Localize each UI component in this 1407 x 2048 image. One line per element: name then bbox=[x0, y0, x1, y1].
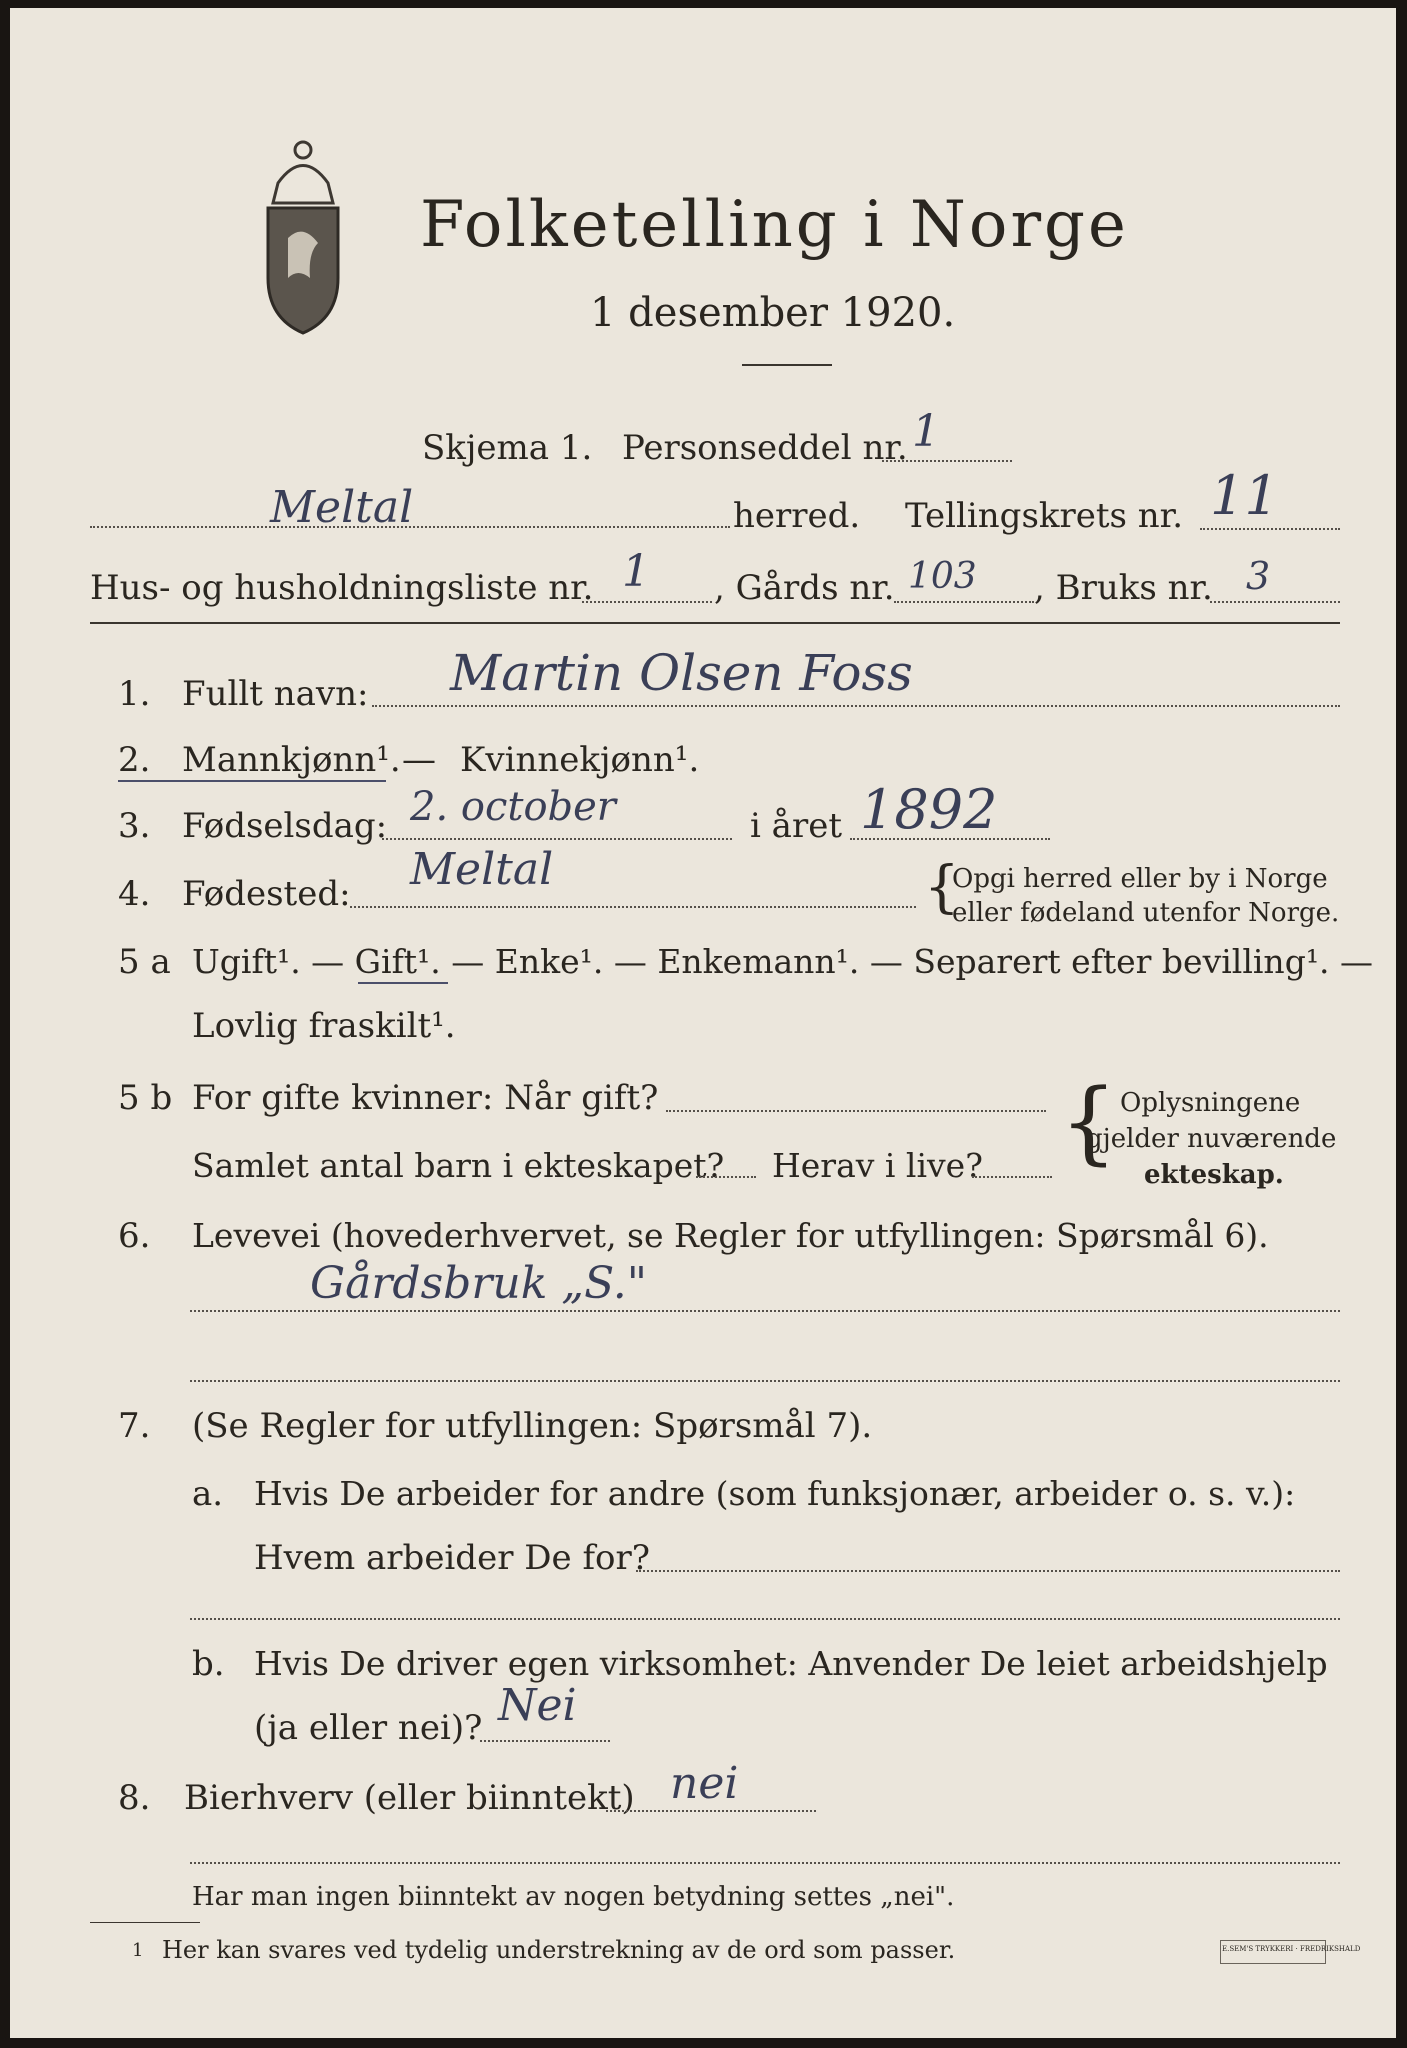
gards-value: 103 bbox=[908, 556, 977, 597]
q5b-note3: ekteskap. bbox=[1144, 1160, 1284, 1190]
birth-year-value: 1892 bbox=[860, 778, 998, 841]
employer-field-2[interactable] bbox=[190, 1618, 1340, 1620]
occupation-field[interactable] bbox=[190, 1310, 1340, 1312]
employer-field[interactable] bbox=[636, 1570, 1340, 1572]
q7-number: 7. bbox=[118, 1406, 151, 1446]
married-when-field[interactable] bbox=[666, 1110, 1046, 1112]
husholdningsliste-value: 1 bbox=[622, 546, 650, 597]
marital-status-options-2[interactable]: Lovlig fraskilt¹. bbox=[192, 1006, 456, 1046]
occupation-field-2[interactable] bbox=[190, 1380, 1340, 1382]
birthplace-field[interactable] bbox=[350, 906, 916, 908]
birthday-value: 2. october bbox=[410, 784, 616, 830]
full-name-value: Martin Olsen Foss bbox=[450, 644, 913, 702]
q2-number: 2. bbox=[118, 740, 151, 780]
occupation-value: Gårdsbruk „S." bbox=[310, 1258, 647, 1309]
side-income-value: nei bbox=[670, 1758, 739, 1809]
q5b-note1: Oplysningene bbox=[1120, 1088, 1301, 1118]
q5b-line2b: Herav i live? bbox=[772, 1146, 983, 1185]
q7b-number: b. bbox=[192, 1644, 225, 1684]
footnote-divider bbox=[90, 1922, 200, 1923]
header-divider bbox=[90, 622, 1340, 624]
q5b-number: 5 b bbox=[118, 1078, 173, 1118]
q4-note-line1: Opgi herred eller by i Norge bbox=[952, 864, 1328, 894]
q7b-line1: Hvis De driver egen virksomhet: Anvender De leiet arbeidshjelp bbox=[254, 1644, 1328, 1683]
q5b-brace: { bbox=[1060, 1070, 1118, 1175]
q3-label: Fødselsdag: bbox=[182, 806, 388, 846]
coat-of-arms-icon bbox=[248, 128, 358, 338]
q4-number: 4. bbox=[118, 874, 151, 914]
q2-separator: — bbox=[402, 740, 436, 780]
q2-male-option[interactable]: Mannkjønn¹. bbox=[182, 740, 401, 780]
full-name-field[interactable] bbox=[372, 705, 1340, 707]
q1-number: 1. bbox=[118, 674, 151, 714]
children-alive-field[interactable] bbox=[972, 1176, 1052, 1178]
marital-status-options[interactable]: Ugift¹. — Gift¹. — Enke¹. — Enkemann¹. — Separert efter bevilling¹. — bbox=[192, 942, 1374, 981]
q7-label: (Se Regler for utfyllingen: Spørsmål 7). bbox=[192, 1406, 873, 1446]
q1-label: Fullt navn: bbox=[182, 674, 369, 714]
birth-year-label: i året bbox=[750, 806, 842, 846]
bruks-field[interactable] bbox=[1210, 601, 1340, 603]
census-date: 1 desember 1920. bbox=[590, 290, 956, 336]
q4-label: Fødested: bbox=[182, 874, 351, 914]
q4-note-line2: eller fødeland utenfor Norge. bbox=[952, 898, 1340, 928]
no-income-note: Har man ingen biinntekt av nogen betydning settes „nei". bbox=[192, 1882, 955, 1912]
q7a-line2: Hvem arbeider De for? bbox=[254, 1538, 650, 1578]
tellingskrets-value: 11 bbox=[1210, 464, 1279, 527]
children-count-field[interactable] bbox=[696, 1176, 756, 1178]
q7b-line2: (ja eller nei)? bbox=[254, 1708, 483, 1748]
side-income-field[interactable] bbox=[606, 1810, 816, 1812]
hired-help-value: Nei bbox=[498, 1680, 577, 1731]
bruks-value: 3 bbox=[1246, 554, 1271, 598]
page-title: Folketelling i Norge bbox=[420, 188, 1129, 262]
tellingskrets-label: Tellingskrets nr. bbox=[905, 496, 1184, 536]
herred-value: Meltal bbox=[270, 482, 414, 533]
gards-field[interactable] bbox=[894, 601, 1034, 603]
personseddel-value: 1 bbox=[912, 406, 940, 457]
q8-label: Bierhverv (eller biinntekt) bbox=[184, 1778, 635, 1818]
footnote-number: 1 bbox=[132, 1940, 144, 1961]
personseddel-field[interactable] bbox=[882, 460, 1012, 462]
hired-help-field[interactable] bbox=[480, 1740, 610, 1742]
footnote-text: Her kan svares ved tydelig understrekning av de ord som passer. bbox=[162, 1936, 956, 1964]
gift-underline bbox=[358, 982, 448, 984]
q2-female-option[interactable]: Kvinnekjønn¹. bbox=[460, 740, 700, 780]
q6-label: Levevei (hovederhvervet, se Regler for utfyllingen: Spørsmål 6). bbox=[192, 1216, 1269, 1255]
q5b-line1: For gifte kvinner: Når gift? bbox=[192, 1078, 659, 1118]
q5b-line2a: Samlet antal barn i ekteskapet? bbox=[192, 1146, 725, 1185]
q6-number: 6. bbox=[118, 1216, 151, 1256]
husholdningsliste-field[interactable] bbox=[582, 601, 712, 603]
q5a-number: 5 a bbox=[118, 942, 171, 982]
q7a-line1: Hvis De arbeider for andre (som funksjonær, arbeider o. s. v.): bbox=[254, 1474, 1296, 1513]
printer-text: E.SEM'S TRYKKERI · FREDRIKSHALD bbox=[1222, 1945, 1361, 1953]
herred-label: herred. bbox=[733, 496, 861, 536]
q5b-note2: gjelder nuværende bbox=[1086, 1124, 1337, 1154]
husholdningsliste-label: Hus- og husholdningsliste nr. bbox=[90, 568, 594, 608]
census-form-page bbox=[10, 8, 1396, 2038]
q3-number: 3. bbox=[118, 806, 151, 846]
skjema-label: Skjema 1. bbox=[422, 428, 593, 468]
bruks-label: , Bruks nr. bbox=[1034, 568, 1213, 608]
q4-brace: { bbox=[924, 855, 960, 920]
tellingskrets-field[interactable] bbox=[1200, 528, 1340, 530]
side-income-field-2[interactable] bbox=[190, 1862, 1340, 1864]
personseddel-label: Personseddel nr. bbox=[622, 428, 908, 468]
q8-number: 8. bbox=[118, 1778, 151, 1818]
q2-male-underline bbox=[118, 780, 386, 782]
birthplace-value: Meltal bbox=[410, 844, 554, 895]
birthday-field[interactable] bbox=[382, 838, 732, 840]
title-divider bbox=[742, 364, 832, 366]
q7a-number: a. bbox=[192, 1474, 224, 1514]
gards-label: , Gårds nr. bbox=[714, 568, 895, 608]
